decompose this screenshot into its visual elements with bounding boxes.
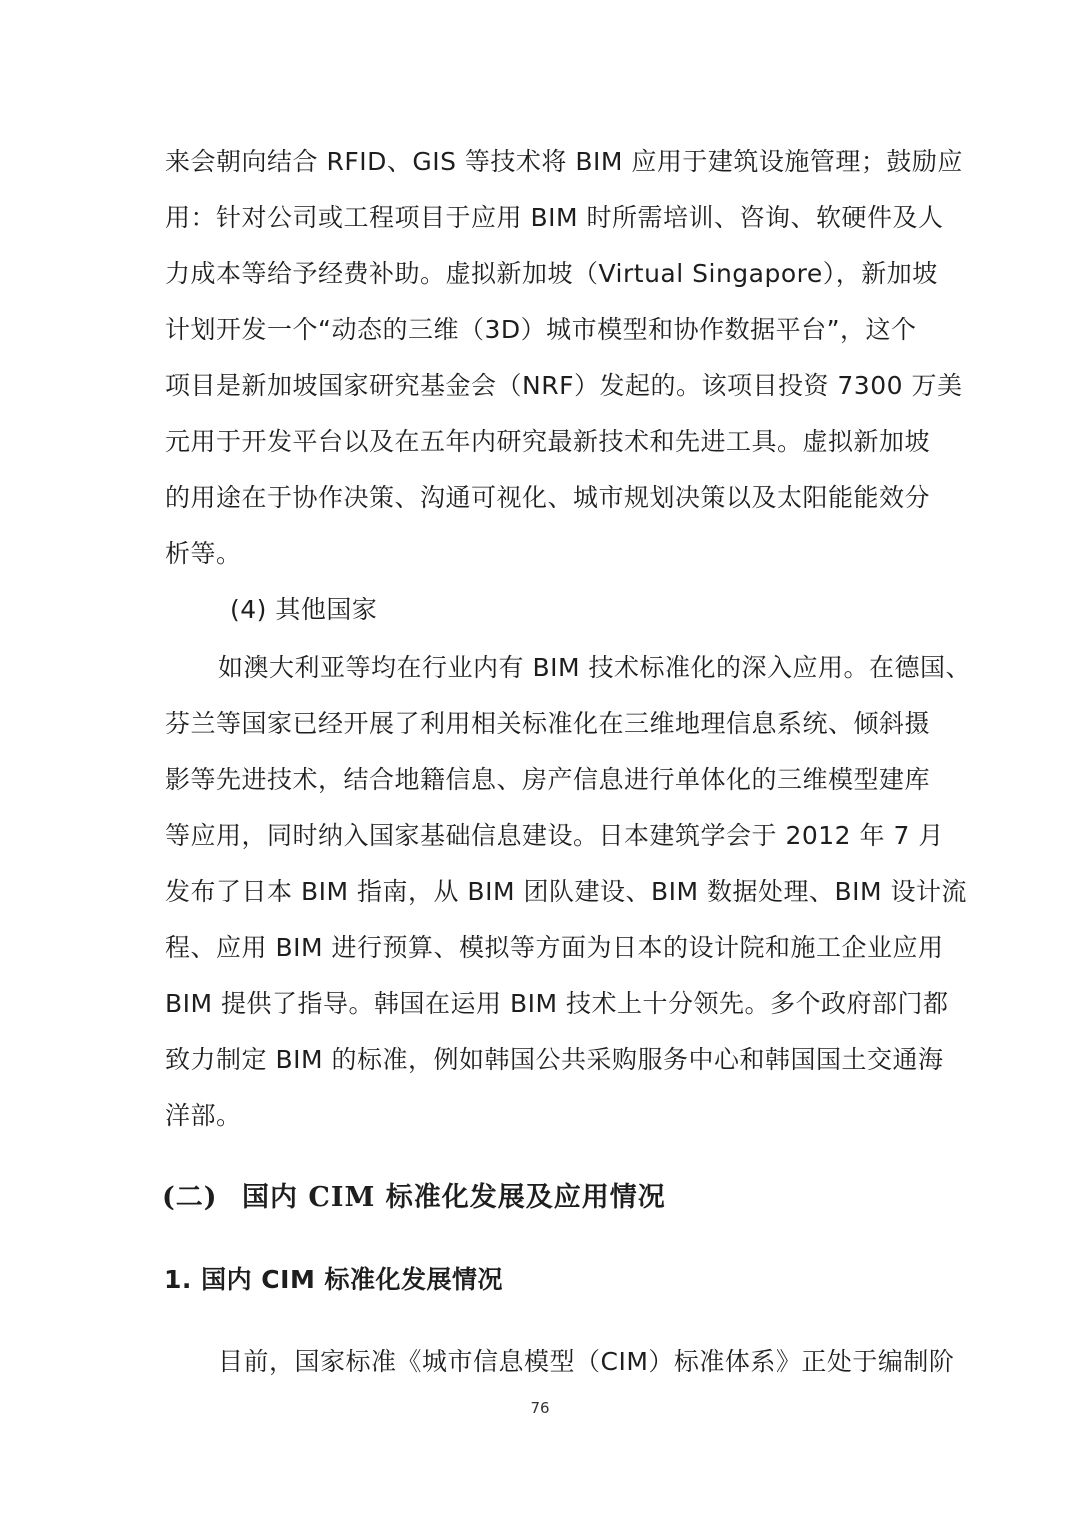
text-line: 洋部。 [165,1101,242,1130]
item-title-other-countries: (4) 其他国家 [230,595,378,624]
text-line: 元用于开发平台以及在五年内研究最新技术和先进工具。虚拟新加坡 [165,427,931,456]
text-line: 目前，国家标准《城市信息模型（CIM）标准体系》正处于编制阶 [218,1347,955,1376]
section-number: (二) [162,1182,218,1213]
text-line: 芬兰等国家已经开展了利用相关标准化在三维地理信息系统、倾斜摄 [165,709,931,738]
text-line: BIM 提供了指导。韩国在运用 BIM 技术上十分领先。多个政府部门都 [165,989,949,1018]
text-line: 计划开发一个“动态的三维（3D）城市模型和协作数据平台”，这个 [165,315,917,344]
text-line: 项目是新加坡国家研究基金会（NRF）发起的。该项目投资 7300 万美 [165,371,963,400]
subsection-heading: 1. 国内 CIM 标准化发展情况 [164,1265,504,1294]
text-line: 影等先进技术，结合地籍信息、房产信息进行单体化的三维模型建库 [165,765,931,794]
text-line: 来会朝向结合 RFID、GIS 等技术将 BIM 应用于建筑设施管理；鼓励应 [165,147,963,176]
text-line: 力成本等给予经费补助。虚拟新加坡（Virtual Singapore），新加坡 [165,259,938,288]
text-line: 如澳大利亚等均在行业内有 BIM 技术标准化的深入应用。在德国、 [218,653,971,682]
text-line: 发布了日本 BIM 指南，从 BIM 团队建设、BIM 数据处理、BIM 设计流 [165,877,968,906]
section-title: 国内 CIM 标准化发展及应用情况 [242,1182,666,1213]
text-line: 程、应用 BIM 进行预算、模拟等方面为日本的设计院和施工企业应用 [165,933,944,962]
text-line: 用：针对公司或工程项目于应用 BIM 时所需培训、咨询、软硬件及人 [165,203,944,232]
text-line: 的用途在于协作决策、沟通可视化、城市规划决策以及太阳能能效分 [165,483,931,512]
text-line: 等应用，同时纳入国家基础信息建设。日本建筑学会于 2012 年 7 月 [165,821,944,850]
page-number: 76 [530,1399,550,1417]
text-line: 致力制定 BIM 的标准，例如韩国公共采购服务中心和韩国国土交通海 [165,1045,944,1074]
text-line: 析等。 [165,539,242,568]
section-heading [162,1180,666,1216]
